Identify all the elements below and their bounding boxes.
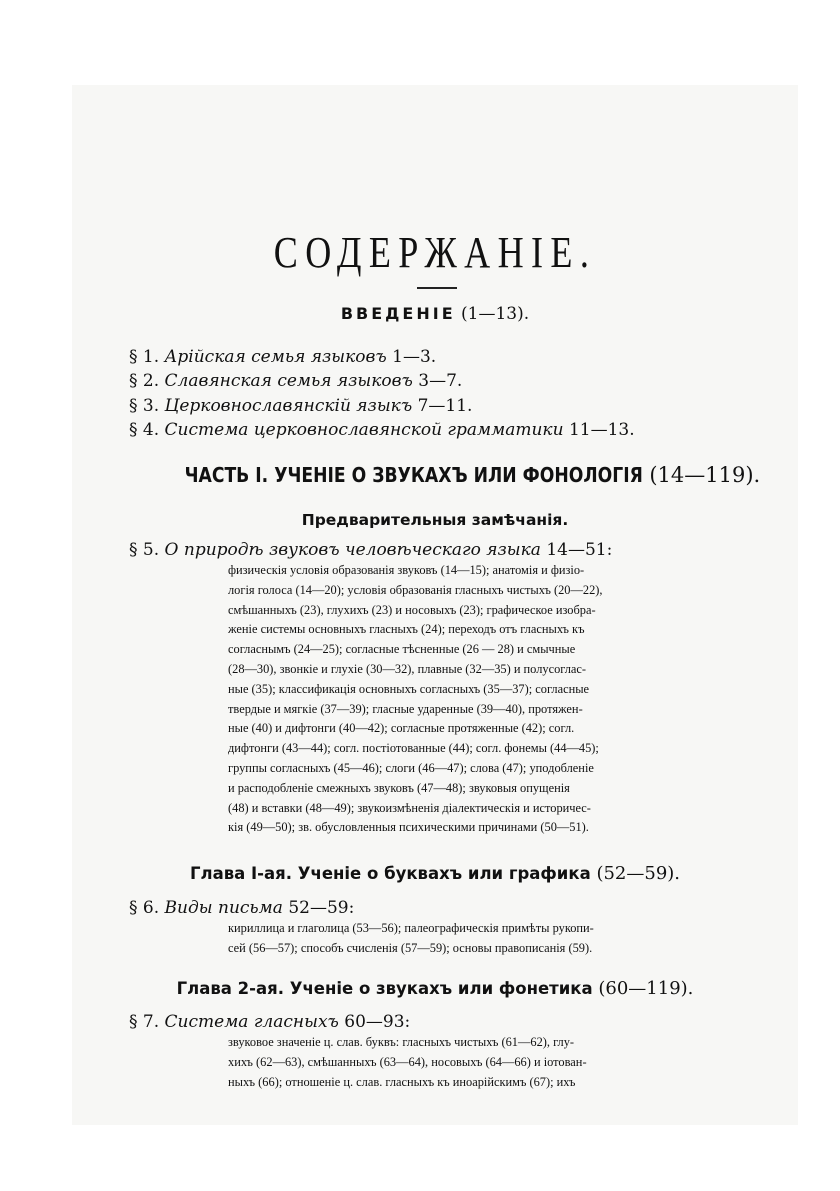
toc-entry: § 3. Церковнославянскій языкъ 7—11. xyxy=(129,396,473,416)
prelim-heading: Предварительныя замѣчанія. xyxy=(301,511,569,529)
section-summary: кириллица и глаголица (53—56); палеографическія примѣты рукопи- сей (56—57); способъ счисленія (57—59); основы правописанія (59). xyxy=(228,921,594,955)
introduction-label: ВВЕДЕНІЕ xyxy=(340,304,456,323)
toc-entry: § 6. Виды письма 52—59: xyxy=(129,898,355,918)
part-heading xyxy=(72,463,798,487)
page-title: СОДЕРЖАНІЕ. xyxy=(273,228,597,277)
title-divider xyxy=(417,287,457,289)
part-range: (14—119). xyxy=(649,463,761,487)
toc-entry: § 1. Арійская семья языковъ 1—3. xyxy=(129,347,437,367)
part-label: ЧАСТЬ I. УЧЕНІЕ О ЗВУКАХЪ ИЛИ ФОНОЛОГІЯ xyxy=(184,463,643,487)
section-summary: звуковое значеніе ц. слав. буквъ: гласныхъ чистыхъ (61—62), глу- хихъ (62—63), смѣшанныхъ (63—64), носовыхъ (64—66) и іотован- ныхъ (66); отношеніе ц. слав. гласныхъ къ иноарійскимъ (67); ихъ xyxy=(228,1035,587,1089)
document-page xyxy=(72,85,798,1125)
toc-entry: § 2. Славянская семья языковъ 3—7. xyxy=(129,371,463,391)
toc-entry: § 5. О природѣ звуковъ человѣческаго языка 14—51: xyxy=(129,540,613,560)
toc-entry: § 7. Система гласныхъ 60—93: xyxy=(129,1012,411,1032)
toc-entry: § 4. Система церковнославянской грамматики 11—13. xyxy=(129,420,635,440)
section-summary: физическія условія образованія звуковъ (14—15); анатомія и физіо- логія голоса (14—20); условія образованія гласныхъ чистыхъ (20—22), смѣшанныхъ (23), глухихъ (23) и носовыхъ (23); графическое изобра- женіе системы основныхъ гласныхъ (24); переходъ отъ гласныхъ къ согласнымъ (24—25); согласные тѣсненные (26 — 28) и смычные (28—30), звонкіе и глухіе (30—32), плавные (32—35) и полусоглас- ные (35); классификація основныхъ согласныхъ (35—37); согласные твердые и мягкіе (37—39); гласные ударенные (39—40), протяжен- ные (40) и дифтонги (40—42); согласные протяженные (42); согл. дифтонги (43—44); согл. постіотованные (44); согл. фонемы (44—45); группы согласныхъ (45—46); слоги (46—47); слова (47); уподобленіе и расподобленіе смежныхъ звуковъ (47—48); звуковыя опущенія (48) и вставки (48—49); звукоизмѣненія діалектическія и историчес- кія (49—50); зв. обусловленныя психическими причинами (50—51). xyxy=(228,563,603,835)
introduction-heading xyxy=(72,304,798,324)
introduction-range: (1—13). xyxy=(461,304,530,324)
chapter-heading: Глава I-ая. Ученіе о буквахъ или графика (52—59). xyxy=(189,863,681,884)
chapter-heading: Глава 2-ая. Ученіе о звукахъ или фонетика (60—119). xyxy=(176,978,694,999)
